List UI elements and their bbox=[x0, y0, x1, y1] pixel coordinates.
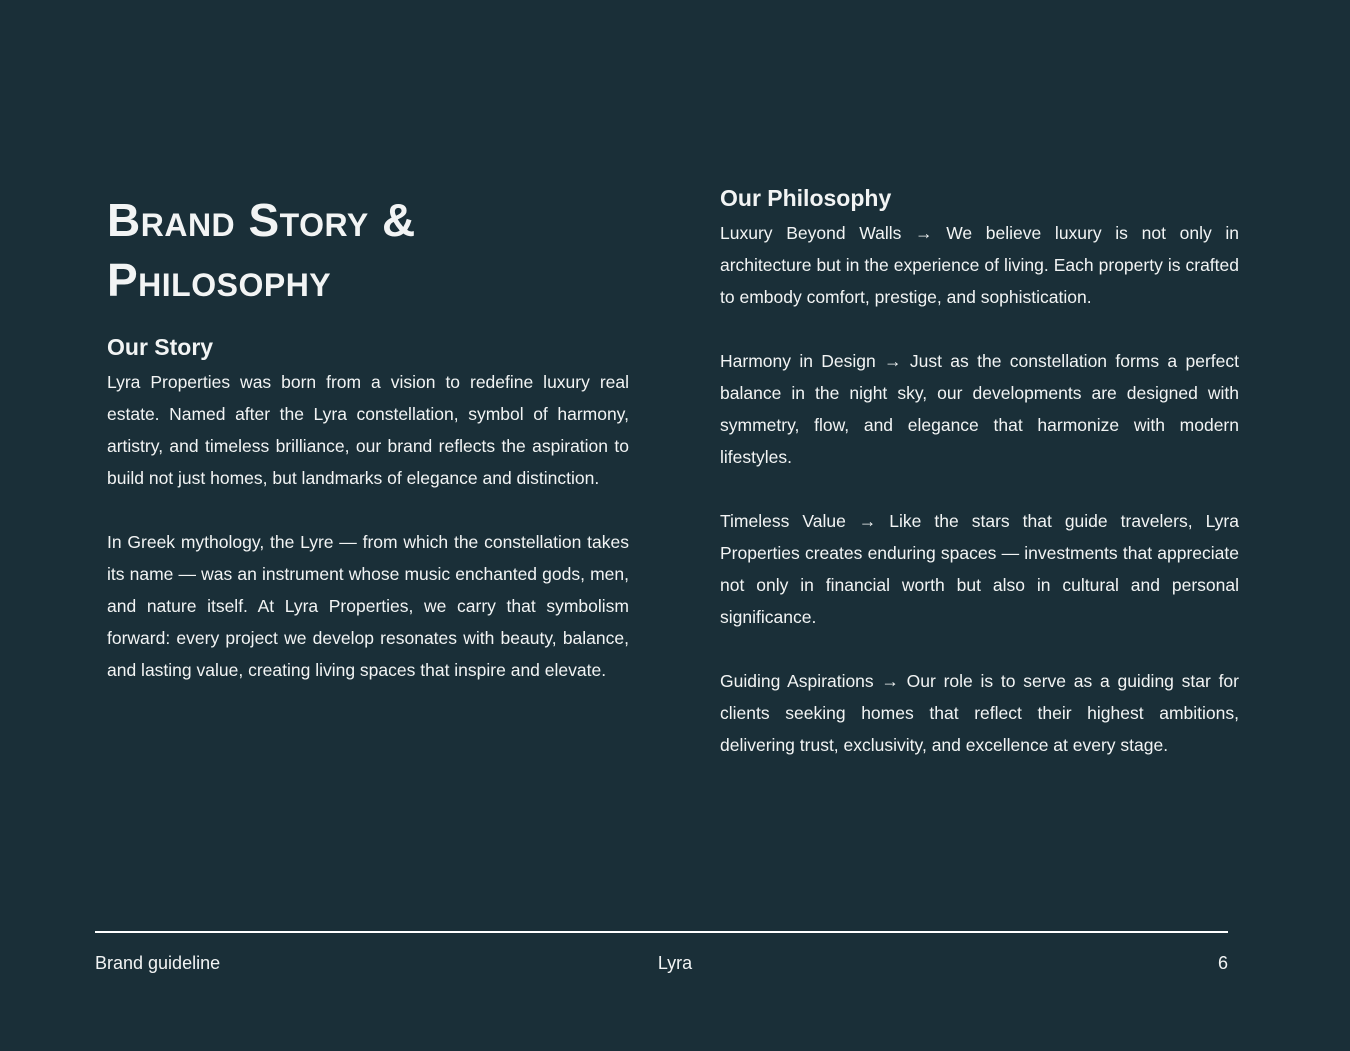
philosophy-paragraph: Timeless Value → Like the stars that guide travelers, Lyra Properties creates enduring spaces — investments that appreciate not only in financial worth but also in cultural and personal significance. bbox=[720, 511, 1239, 627]
our-story-section bbox=[107, 330, 629, 718]
philosophy-paragraph: Guiding Aspirations → Our role is to serve as a guiding star for clients seeking homes that reflect their highest ambitions, delivering trust, exclusivity, and excellence at every stage. bbox=[720, 671, 1239, 755]
footer-divider bbox=[95, 931, 1228, 933]
story-paragraph: In Greek mythology, the Lyre — from which the constellation takes its name — was an instrument whose music enchanted gods, men, and nature itself. At Lyra Properties, we carry that symbolism forward: every project we develop resonates with beauty, balance, and lasting value, creating living spaces that inspire and elevate. bbox=[107, 532, 629, 680]
page-title: Brand Story & Philosophy bbox=[107, 194, 416, 306]
philosophy-paragraph: Luxury Beyond Walls → We believe luxury is not only in architecture but in the experience of living. Each property is crafted to embody comfort, prestige, and sophistication. bbox=[720, 223, 1239, 307]
story-paragraph: Lyra Properties was born from a vision to redefine luxury real estate. Named after the Lyra constellation, symbol of harmony, artistry, and timeless brilliance, our brand reflects the aspiration to build not just homes, but landmarks of elegance and distinction. bbox=[107, 372, 629, 488]
footer-page-number: 6 bbox=[1217, 953, 1228, 973]
our-philosophy-heading: Our Philosophy bbox=[720, 185, 892, 211]
footer-document-label: Brand guideline bbox=[95, 953, 221, 973]
philosophy-paragraph: Harmony in Design → Just as the constellation forms a perfect balance in the night sky, our developments are designed with symmetry, flow, and elegance that harmonize with modern lifestyles. bbox=[720, 351, 1239, 467]
our-story-heading: Our Story bbox=[107, 334, 214, 360]
our-philosophy-section bbox=[720, 181, 1239, 793]
footer-brand-name: Lyra bbox=[657, 953, 693, 973]
